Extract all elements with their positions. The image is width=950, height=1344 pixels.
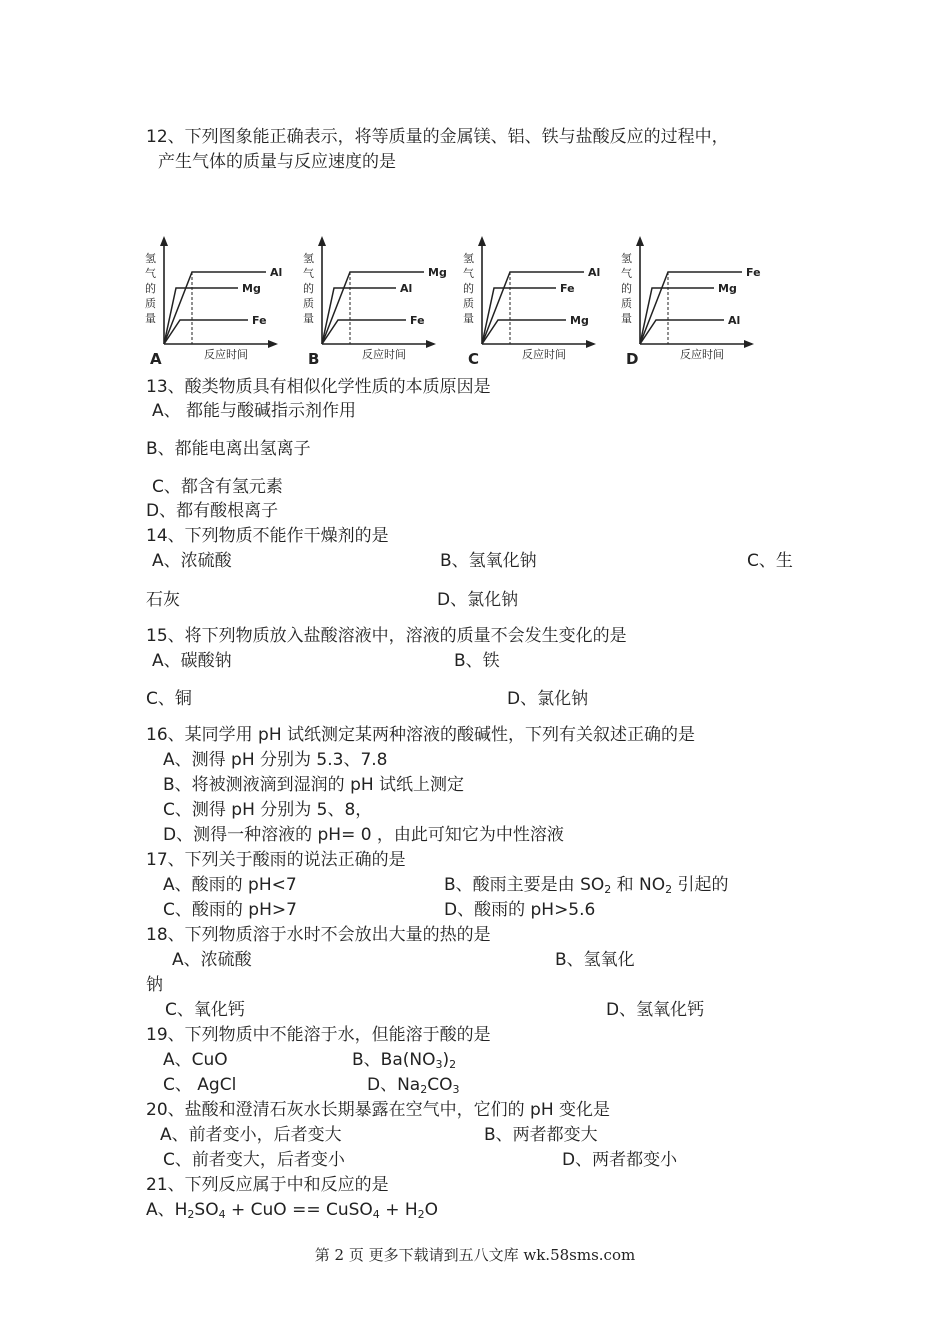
curve-label: Al [270,266,283,279]
q15-stem: 15、将下列物质放入盐酸溶液中，溶液的质量不会发生变化的是 [146,626,627,646]
q21-option-a: A、$H_2SO_4$ + CuO == CuSO$_4$ + $H_2O$ [146,1200,439,1221]
q19-option-b: B、$Ba(NO_3)_2$ [352,1050,457,1071]
y-axis-label-char: 氢 [621,252,632,265]
y-axis-label-char: 氢 [303,252,314,265]
q16-option-d: D、测得一种溶液的 pH= 0 ，由此可知它为中性溶液 [163,825,564,845]
page-footer: 第 2 页 更多下载请到五八文库 wk.58sms.com [314,1246,636,1264]
q15-option-b: B、铁 [454,651,500,671]
q14-stem: 14、下列物质不能作干燥剂的是 [146,526,389,546]
q12-stem-line1: 12、下列图象能正确表示，将等质量的金属镁、铝、铁与盐酸反应的过程中， [146,127,729,147]
q18-option-d: D、氢氧化钙 [606,1000,705,1020]
graph-letter: C [468,350,480,368]
curve-label: Fe [410,314,425,327]
q15-option-d: D、氯化钠 [507,689,589,709]
x-axis-arrow [586,340,596,348]
q18-stem: 18、下列物质溶于水时不会放出大量的热的是 [146,925,491,945]
q21-stem: 21、下列反应属于中和反应的是 [146,1175,389,1195]
q14-option-d: D、氯化钠 [437,590,519,610]
curve-label: Mg [428,266,447,279]
curve-line [322,320,406,344]
curve-line [164,320,248,344]
q16-option-a: A、测得 pH 分别为 5.3、7.8 [163,750,388,770]
y-axis-arrow [478,236,486,246]
q18-option-c: C、氧化钙 [165,1000,245,1020]
y-axis-label-char: 气 [303,267,314,280]
graph-letter: B [308,350,320,368]
curve-label: Fe [560,282,575,295]
q17-option-d: D、酸雨的 pH>5.6 [444,900,596,920]
graph-panel-b [303,236,447,368]
curve-line [640,320,724,344]
q13-option-a: A、 都能与酸碱指示剂作用 [152,401,357,421]
x-axis-label: 反应时间 [680,348,724,361]
q13-stem: 13、酸类物质具有相似化学性质的本质原因是 [146,377,491,397]
q19-option-d: D、$Na_2CO_3$ [367,1075,460,1096]
y-axis-arrow [318,236,326,246]
y-axis-label-char: 量 [621,312,632,325]
x-axis-arrow [744,340,754,348]
curve-label: Al [588,266,601,279]
q13-option-d: D、都有酸根离子 [146,501,279,521]
y-axis-label-char: 质 [621,297,632,310]
q16-stem: 16、某同学用 pH 试纸测定某两种溶液的酸碱性，下列有关叙述正确的是 [146,725,696,745]
q17-stem: 17、下列关于酸雨的说法正确的是 [146,850,406,870]
q19-option-c: C、 AgCl [163,1075,237,1095]
q20-option-a: A、前者变小，后者变大 [160,1125,342,1145]
curve-label: Mg [718,282,737,295]
y-axis-label-char: 质 [463,297,474,310]
x-axis-arrow [426,340,436,348]
y-axis-label-char: 的 [463,282,474,295]
y-axis-label-char: 量 [303,312,314,325]
q17-option-c: C、酸雨的 pH>7 [163,900,297,920]
q13-option-b: B、都能电离出氢离子 [146,439,311,459]
q16-option-b: B、将被测液滴到湿润的 pH 试纸上测定 [163,775,465,795]
y-axis-label-char: 氢 [463,252,474,265]
q18-option-b-part1: B、氢氧化 [555,950,635,970]
q18-option-a: A、浓硫酸 [172,950,252,970]
q17-option-a: A、酸雨的 pH<7 [163,875,297,895]
q13-option-c: C、都含有氢元素 [152,477,283,497]
q14-option-c-part2: 石灰 [146,590,180,610]
q19-option-a: A、CuO [163,1050,228,1070]
q20-stem: 20、盐酸和澄清石灰水长期暴露在空气中，它们的 pH 变化是 [146,1100,611,1120]
graph-panel-d [621,236,761,368]
q17-option-b: B、酸雨主要是由 $SO_2$ 和 $NO_2$ 引起的 [444,875,729,896]
y-axis-arrow [636,236,644,246]
y-axis-label-char: 质 [303,297,314,310]
q20-option-d: D、两者都变小 [562,1150,678,1170]
graph-letter: D [626,350,639,368]
y-axis-label-char: 气 [145,267,156,280]
curve-label: Mg [242,282,261,295]
q14-option-a: A、浓硫酸 [152,551,232,571]
q20-option-b: B、两者都变大 [484,1125,598,1145]
y-axis-label-char: 气 [621,267,632,280]
q15-option-a: A、碳酸钠 [152,651,232,671]
graph-panel-c [463,236,600,368]
x-axis-arrow [268,340,278,348]
curve-label: Fe [746,266,761,279]
y-axis-label-char: 的 [621,282,632,295]
curve-label: Mg [570,314,589,327]
y-axis-label-char: 的 [303,282,314,295]
curve-line [482,320,566,344]
q16-option-c: C、测得 pH 分别为 5、8， [163,800,373,820]
x-axis-label: 反应时间 [204,348,248,361]
q20-option-c: C、前者变大，后者变小 [163,1150,345,1170]
curve-label: Al [728,314,741,327]
curve-label: Fe [252,314,267,327]
y-axis-label-char: 氢 [145,252,156,265]
q19-stem: 19、下列物质中不能溶于水，但能溶于酸的是 [146,1025,491,1045]
q15-option-c: C、铜 [146,689,192,709]
y-axis-label-char: 量 [145,312,156,325]
x-axis-label: 反应时间 [362,348,406,361]
y-axis-label-char: 质 [145,297,156,310]
x-axis-label: 反应时间 [522,348,566,361]
graph-panel-a [145,236,282,368]
q12-graphs [140,232,770,372]
curve-label: Al [400,282,413,295]
y-axis-label-char: 的 [145,282,156,295]
q12-stem-line2: 产生气体的质量与反应速度的是 [158,152,396,172]
y-axis-arrow [160,236,168,246]
q18-option-b-part2: 钠 [146,975,163,995]
q14-option-b: B、氢氧化钠 [440,551,537,571]
q14-option-c-part1: C、生 [747,551,793,571]
y-axis-label-char: 量 [463,312,474,325]
y-axis-label-char: 气 [463,267,474,280]
graph-letter: A [150,350,162,368]
